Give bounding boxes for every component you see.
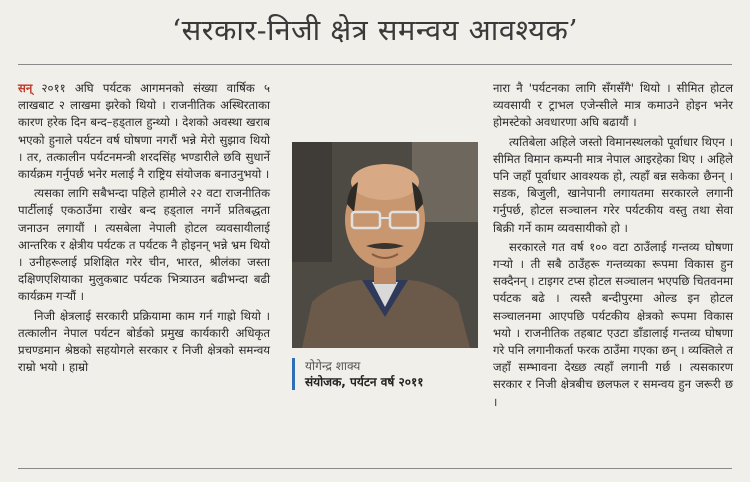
paragraph: सरकारले गत वर्ष १०० वटा ठाउँलाई गन्तव्य घोषणा गऱ्यो । ती सबै ठाउँहरू गन्तव्यका रूपमा विकास हुन सक्दैनन् । टाइगर टप्स होटल सञ्चालन भएपछि चितवनमा पर्यटक बढे । त्यस्तै बन्दीपुरमा ओल्ड इन होटल सञ्चालनमा आएपछि पर्यटकीय क्षेत्रको रूपमा विकास भयो । राजनीतिक तहबाट एउटा डाँडालाई गन्तव्य घोषणा गरे पनि लगानीकर्ता फरक ठाउँमा गएका छन् । व्यक्तिले त जहाँ सम्भावना देख्छ त्यहाँ लगानी गर्छ । त्यसकारण सरकार र निजी क्षेत्रबीच छलफल र समन्वय हुन जरूरी छ । bbox=[493, 239, 733, 409]
paragraph: त्यतिबेला अहिले जस्तो विमानस्थलको पूर्वाधार थिएन । सीमित विमान कम्पनी मात्र नेपाल आइरहेका थिए । अहिले पनि जहाँ पूर्वाधार आवश्यक हो, त्यहाँ बन्न सकेका छैनन् । सडक, बिजुली, खानेपानी लगायतमा सरकारले लगानी गर्नुपर्छ, होटल सञ्चालन गरेर पर्यटकीय वस्तु तथा सेवा बिक्री गर्ने काम व्यवसायीको हो । bbox=[493, 134, 733, 235]
paragraph bbox=[18, 80, 270, 183]
headline: ‘सरकार-निजी क्षेत्र समन्वय आवश्यक’ bbox=[171, 13, 579, 47]
portrait-photo bbox=[292, 142, 478, 348]
paragraph-text: २०११ अघि पर्यटक आगमनको संख्या वार्षिक ५ लाखबाट २ लाखमा झरेको थियो । राजनीतिक अस्थिरताका कारण हरेक दिन बन्द–हड्ताल हुन्थ्यो । देशको अवस्था खराब भएको हुनाले पर्यटन वर्ष घोषणा नगरौं भन्ने मेरो सुझाव थियो । तर, तत्कालीन पर्यटनमन्त्री शरदसिंह भण्डारीले छवि सुधार्ने कार्यक्रम गर्नुपर्छ भनेर मलाई नै राष्ट्रिय संयोजक बनाउनुभयो । bbox=[18, 81, 270, 182]
headline-rule bbox=[18, 64, 732, 65]
bottom-rule bbox=[18, 468, 732, 469]
drop-word: सन् bbox=[18, 81, 33, 95]
article-column-left bbox=[18, 80, 270, 376]
paragraph: निजी क्षेत्रलाई सरकारी प्रक्रियामा काम गर्न गाह्रो थियो । तत्कालीन नेपाल पर्यटन बोर्डको प्रमुख कार्यकारी अधिकृत प्रचण्डमान श्रेष्ठको सहयोगले सरकार र निजी क्षेत्रको समन्वय राम्रो भयो । हाम्रो bbox=[18, 308, 270, 375]
portrait-illustration bbox=[292, 142, 478, 348]
paragraph: त्यसका लागि सबैभन्दा पहिले हामीले २२ वटा राजनीतिक पार्टीलाई एकठाउँमा राखेर बन्द हड्ताल नगर्ने प्रतिबद्धता जनाउन लगायौं । त्यसबेला नेपाली होटल व्यवसायीलाई आन्तरिक र क्षेत्रीय पर्यटक त पर्यटक नै होइनन् भन्ने भ्रम थियो । उनीहरूलाई प्रशिक्षित गरेर चीन, भारत, श्रीलंका जस्ता दक्षिणएशियाका मुलुकबाट पर्यटक भित्र्याउन बढीभन्दा बढी कार्यक्रम गऱ्यौं । bbox=[18, 186, 270, 304]
article-column-right bbox=[493, 80, 733, 411]
photo-caption bbox=[292, 358, 491, 390]
caption-title: संयोजक, पर्यटन वर्ष २०११ bbox=[305, 375, 424, 389]
paragraph: नारा नै 'पर्यटनका लागि सँगसँगै' थियो । सीमित होटल व्यवसायी र ट्राभल एजेन्सीले मात्र कमाउने होइन भनेर होमस्टेको अवधारणा अघि बढायौं । bbox=[493, 81, 733, 130]
caption-name: योगेन्द्र शाक्य bbox=[305, 359, 361, 373]
